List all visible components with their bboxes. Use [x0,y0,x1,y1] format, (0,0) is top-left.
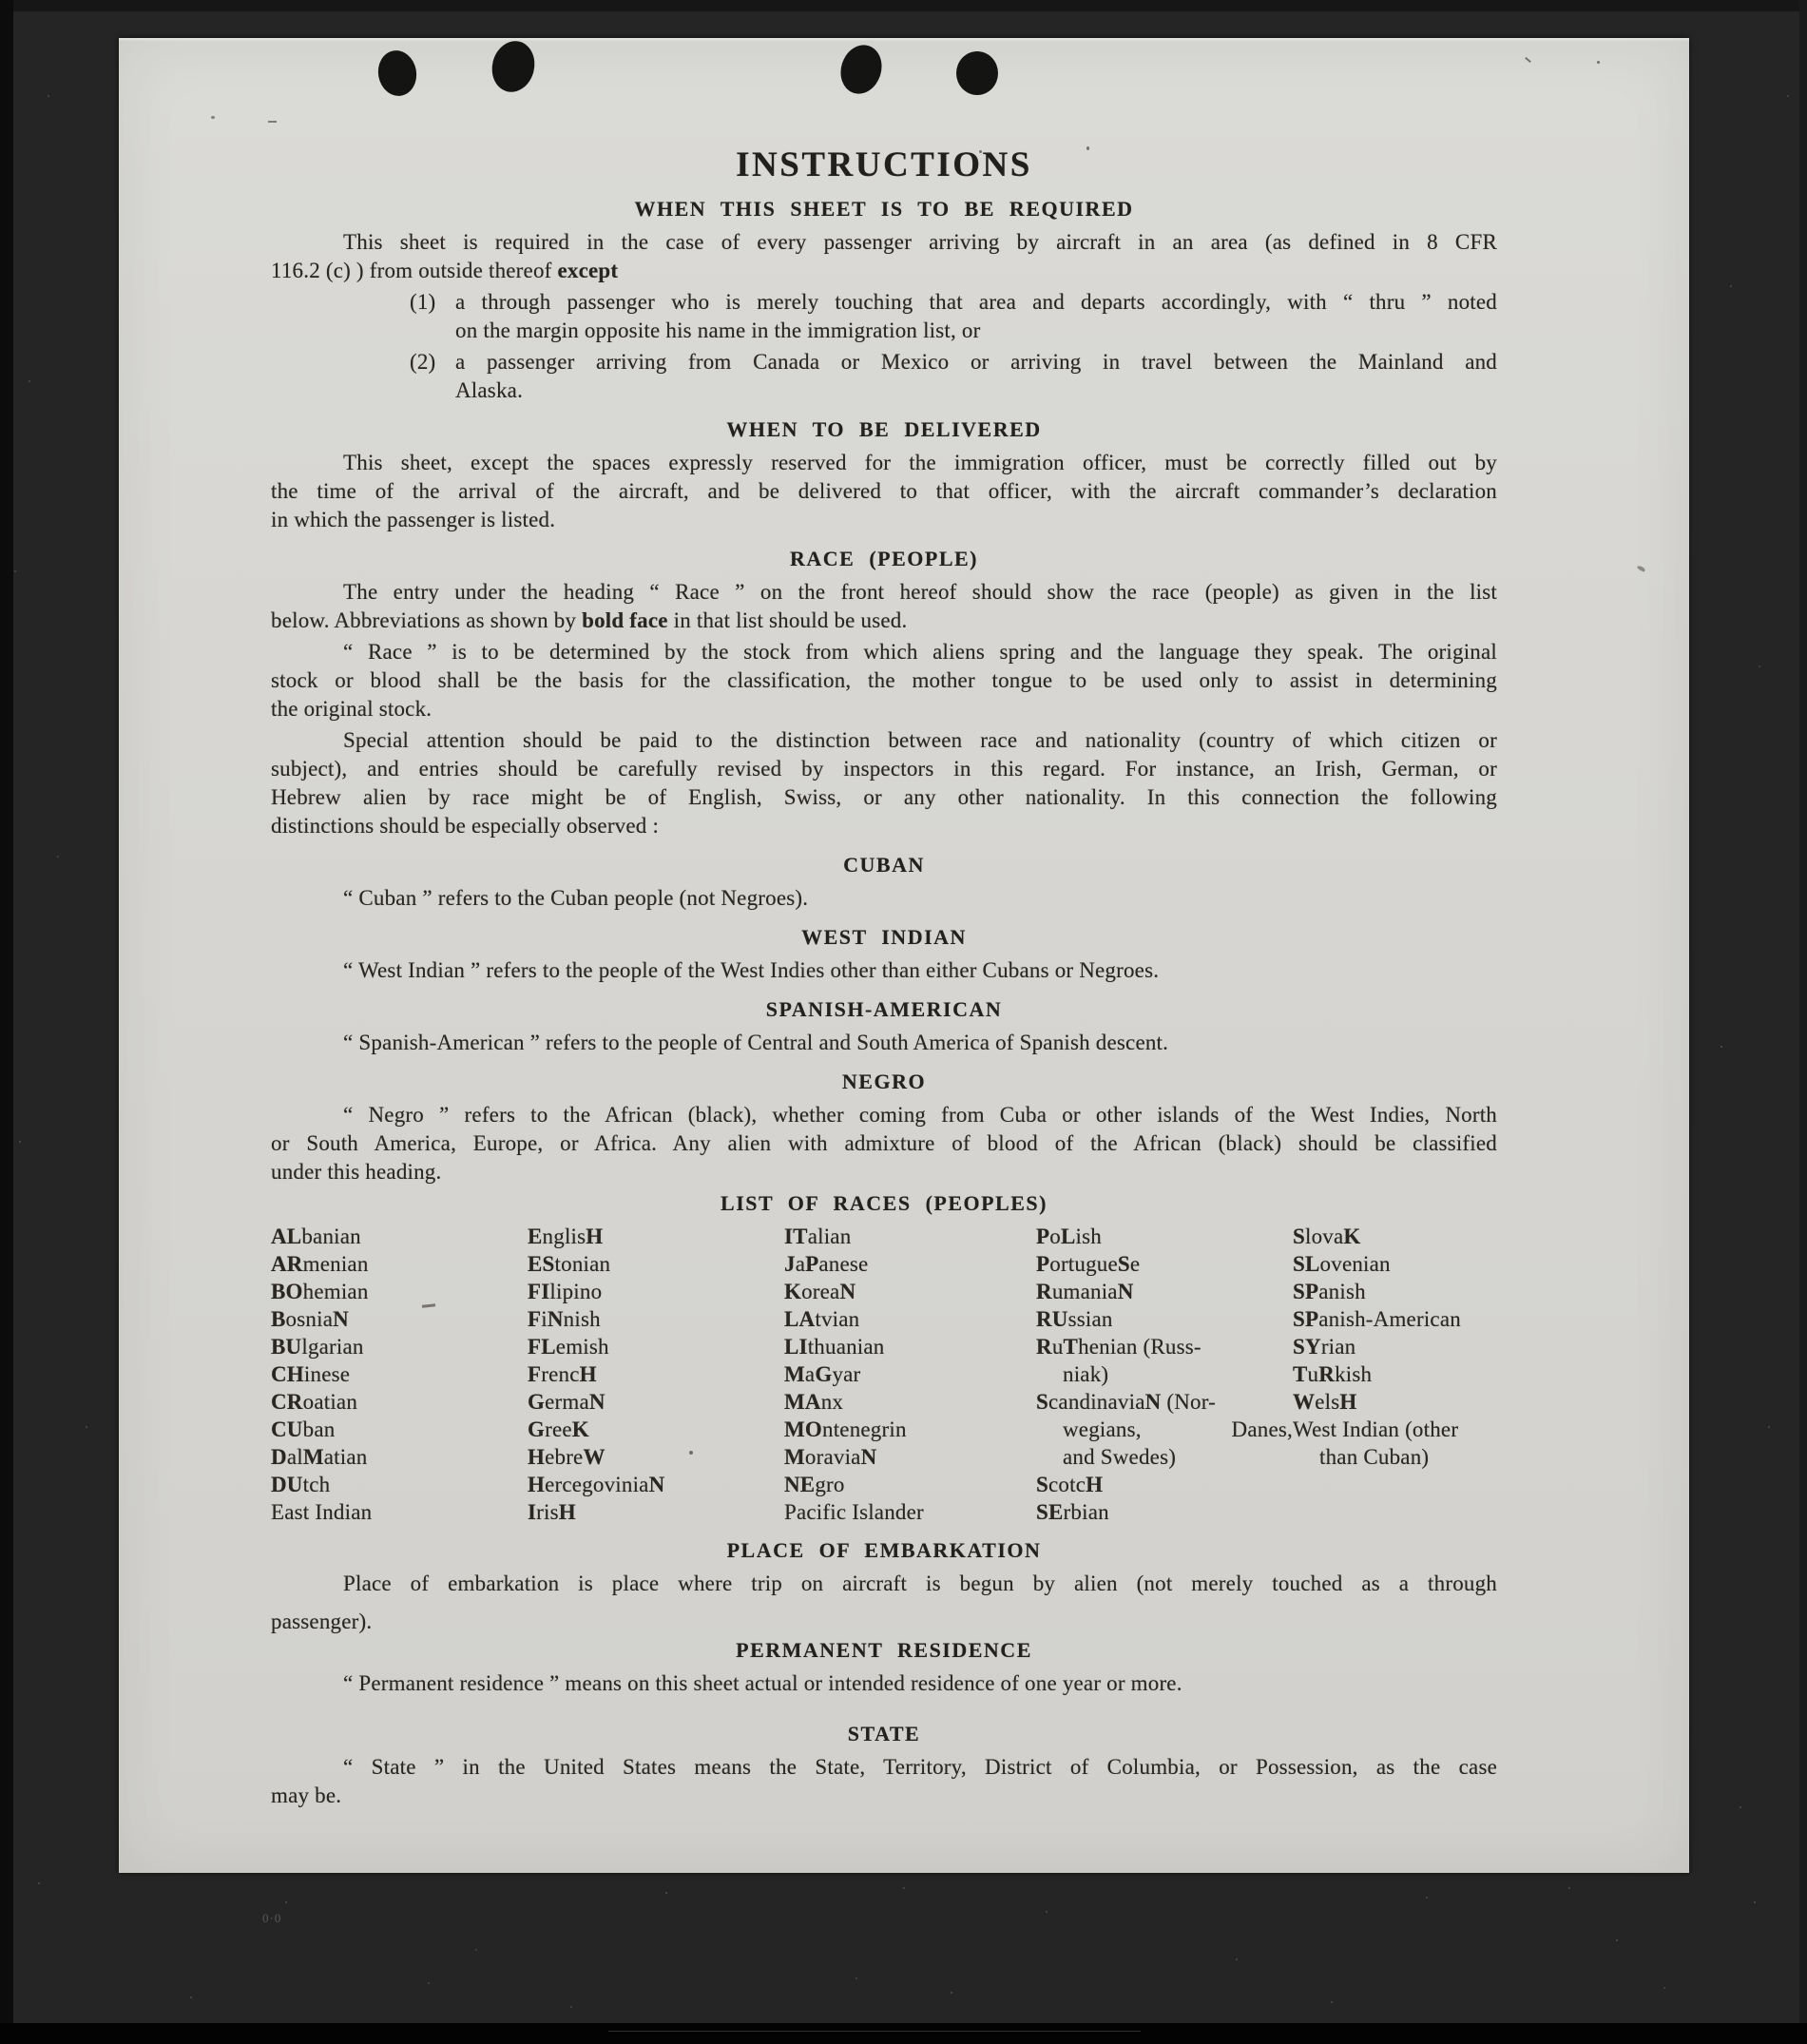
race-item [1036,1305,1293,1333]
text-line: GreeK [528,1417,589,1441]
race-item [271,1498,528,1526]
text-line: DUtch [271,1473,331,1496]
text-line: SLovenian [1293,1252,1391,1276]
scan-edge-right [1799,0,1807,2044]
text-line: SPanish [1293,1280,1366,1303]
race-column [1293,1223,1497,1526]
section-heading-race-people: RACE (PEOPLE) [790,547,978,570]
race-item [1293,1278,1497,1305]
text-line: the original stock. [271,697,433,721]
race-item [271,1223,528,1250]
punch-hole [375,48,420,99]
text-line: 116.2 (c) ) from outside thereof except [271,259,619,282]
race-item [1036,1498,1293,1526]
text-line: ScandinaviaN (Nor- [1036,1390,1217,1414]
race-item [1293,1250,1497,1278]
section-heading-cuban: CUBAN [843,853,925,877]
list-item-number: (1) [410,290,436,314]
text-line: DalMatian [271,1445,368,1469]
text-line: in which the passenger is listed. [271,508,556,531]
text-line: under this heading. [271,1160,442,1184]
text-line: CUban [271,1417,336,1441]
race-item [784,1388,1036,1416]
list-item-text [455,288,1497,345]
text-line: “ Cuban ” refers to the Cuban people (not Negroes). [343,886,809,910]
text-line: GermaN [528,1390,606,1414]
section-heading-spanish-american: SPANISH-AMERICAN [765,997,1003,1021]
race-item [1036,1223,1293,1250]
text-line: “ Permanent residence ” means on this sheet actual or intended residence of one year or more. [343,1671,1182,1695]
paragraph [271,449,1497,534]
text-line: below. Abbreviations as shown by bold face in that list should be used. [271,608,908,632]
document-content [271,145,1497,1810]
section-heading-permanent-residence: PERMANENT RESIDENCE [736,1638,1032,1662]
text-line: HercegoviniaN [528,1473,665,1496]
race-item [528,1416,784,1443]
race-item [1293,1416,1497,1471]
scan-speck [211,116,215,119]
section-heading-state: STATE [847,1722,921,1745]
punch-hole [835,40,888,99]
race-item [271,1360,528,1388]
paragraph [271,228,1497,285]
text-line: than Cuban) [1319,1445,1430,1469]
list-item [410,288,1497,345]
paragraph [271,1669,1497,1698]
race-item [528,1360,784,1388]
text-line: Special attention should be paid to the distinction between race and nationality (country of which citizen or [343,728,1497,752]
list-item-number: (2) [410,350,436,374]
scan-speck [1637,565,1646,571]
race-item [528,1278,784,1305]
text-line: KoreaN [784,1280,856,1303]
list-item [410,348,1497,405]
text-line: MOntenegrin [784,1417,907,1441]
text-line: on the margin opposite his name in the immigration list, or [455,318,981,342]
text-line: passenger). [271,1610,373,1633]
race-item [1293,1360,1497,1388]
text-line: ALbanian [271,1224,361,1248]
text-line: “ Spanish-American ” refers to the people of Central and South America of Spanish descent. [343,1031,1169,1054]
paragraph [271,1753,1497,1810]
race-column [1036,1223,1293,1526]
text-line: SErbian [1036,1500,1109,1524]
text-line: JaPanese [784,1252,869,1276]
race-item [1036,1278,1293,1305]
race-item [1293,1333,1497,1360]
text-line: PortugueSe [1036,1252,1141,1276]
race-item [784,1250,1036,1278]
paragraph [271,726,1497,840]
scan-edge-top [0,0,1807,11]
race-item [528,1388,784,1416]
paragraph [271,956,1497,985]
race-item [528,1498,784,1526]
text-line: niak) [1063,1362,1109,1386]
section-heading-list-of-races-peoples: LIST OF RACES (PEOPLES) [721,1191,1048,1215]
race-item [1036,1388,1293,1471]
text-line: stock or blood shall be the basis for the classification, the mother tongue to be used only to assist in determining [271,668,1497,692]
text-line: SPanish-American [1293,1307,1461,1331]
race-item [784,1223,1036,1250]
text-line: MAnx [784,1390,844,1414]
section-heading-negro: NEGRO [841,1070,927,1093]
text-line: “ State ” in the United States means the State, Territory, District of Columbia, or Possession, as the case [343,1755,1497,1779]
text-line: West Indian (other [1293,1417,1459,1441]
text-line: “ Negro ” refers to the African (black), whether coming from Cuba or other islands of the West Indies, North [343,1103,1497,1127]
punch-hole [487,36,540,96]
scan-speck [1597,61,1600,64]
text-line: ITalian [784,1224,852,1248]
race-item [1293,1305,1497,1333]
text-line: may be. [271,1784,342,1807]
race-item [271,1471,528,1498]
section-heading-when-this-sheet-is-to-be-required: WHEN THIS SHEET IS TO BE REQUIRED [634,197,1134,221]
text-line: FLemish [528,1335,609,1359]
text-line: The entry under the heading “ Race ” on the front hereof should show the race (people) as given in the list [343,580,1497,604]
race-item [271,1416,528,1443]
text-line: and Swedes) [1063,1445,1177,1469]
section-heading-place-of-embarkation: PLACE OF EMBARKATION [726,1538,1042,1562]
section-heading-west-indian: WEST INDIAN [801,925,967,949]
sections [271,198,1497,1810]
text-line: BOhemian [271,1280,369,1303]
text-line: “ Race ” is to be determined by the stock from which aliens spring and the language they speak. The original [343,640,1497,664]
race-item [271,1250,528,1278]
text-line: SYrian [1293,1335,1356,1359]
text-line: a passenger arriving from Canada or Mexico or arriving in travel between the Mainland and [455,350,1497,374]
text-line: subject), and entries should be carefully revised by inspectors in this regard. For instance, an Irish, German, or [271,757,1497,781]
text-line: FrencH [528,1362,597,1386]
race-column [784,1223,1036,1526]
document-page [119,38,1689,1873]
race-item [528,1250,784,1278]
text-line: or South America, Europe, or Africa. Any alien with admixture of blood of the African (black) should be classified [271,1131,1497,1155]
paragraph [271,578,1497,635]
text-line: CHinese [271,1362,351,1386]
text-line: distinctions should be especially observed : [271,814,660,838]
text-line: Place of embarkation is place where trip on aircraft is begun by alien (not merely touched as a through [343,1572,1497,1595]
text-line: MoraviaN [784,1445,877,1469]
race-item [271,1443,528,1471]
race-item [528,1333,784,1360]
paragraph [271,1101,1497,1186]
scan-artifact: 0·0 [262,1911,282,1925]
text-line: IrisH [528,1500,576,1524]
text-line: BosniaN [271,1307,349,1331]
race-item [784,1443,1036,1471]
section-heading-when-to-be-delivered: WHEN TO BE DELIVERED [726,417,1042,441]
list-item-text [455,348,1497,405]
scan-scratch [608,2031,1141,2032]
text-line: Hebrew alien by race might be of English, Swiss, or any other nationality. In this connection the following [271,785,1497,809]
race-item [528,1223,784,1250]
text-line: RuThenian (Russ- [1036,1335,1201,1359]
text-line: “ West Indian ” refers to the people of the West Indies other than either Cubans or Negroes. [343,958,1160,982]
race-item [528,1305,784,1333]
text-line: LAtvian [784,1307,860,1331]
text-line: LIthuanian [784,1335,885,1359]
paragraph [271,638,1497,723]
race-item [784,1333,1036,1360]
race-item [784,1360,1036,1388]
text-line: CRoatian [271,1390,358,1414]
paragraph [271,1570,1497,1636]
race-item [528,1471,784,1498]
scan-speck [1525,57,1531,63]
race-item [271,1278,528,1305]
text-line: This sheet, except the spaces expressly reserved for the immigration officer, must be correctly filled out by [343,451,1497,474]
race-item [784,1416,1036,1443]
punch-hole [956,51,998,95]
paragraph [271,1029,1497,1057]
text-line: wegians, Danes, [1063,1417,1293,1441]
text-line: ARmenian [271,1252,369,1276]
text-line: RumaniaN [1036,1280,1134,1303]
text-line: TuRkish [1293,1362,1373,1386]
text-line: the time of the arrival of the aircraft, and be delivered to that officer, with the aircraft commander’s declaration [271,479,1497,503]
race-item [271,1333,528,1360]
race-item [784,1305,1036,1333]
race-item [271,1388,528,1416]
race-item [784,1471,1036,1498]
race-column [271,1223,528,1526]
text-line: HebreW [528,1445,606,1469]
scan-speck [268,121,277,123]
text-line: ScotcH [1036,1473,1104,1496]
race-item [528,1443,784,1471]
doc-title: INSTRUCTIONS [736,145,1032,184]
text-line: WelsH [1293,1390,1357,1414]
text-line: SlovaK [1293,1224,1361,1248]
text-line: FIlipino [528,1280,603,1303]
race-item [1293,1388,1497,1416]
text-line: East Indian [271,1500,373,1524]
scan-edge-left [0,0,13,2044]
race-list [271,1223,1497,1526]
race-item [1036,1250,1293,1278]
race-item [1036,1333,1293,1388]
text-line: Pacific Islander [784,1500,924,1524]
scan-edge-bottom [0,2023,1807,2044]
race-item [1036,1471,1293,1498]
text-line: MaGyar [784,1362,861,1386]
text-line: This sheet is required in the case of every passenger arriving by aircraft in an area (as defined in 8 CFR [343,230,1497,254]
text-line: PoLish [1036,1224,1102,1248]
text-line: Alaska. [455,378,524,402]
text-line: EnglisH [528,1224,604,1248]
race-item [271,1305,528,1333]
race-item [1293,1223,1497,1250]
text-line: BUlgarian [271,1335,364,1359]
text-line: FiNnish [528,1307,601,1331]
text-line: a through passenger who is merely touching that area and departs accordingly, with “ thru ” noted [455,290,1497,314]
text-line: RUssian [1036,1307,1113,1331]
text-line: EStonian [528,1252,611,1276]
race-item [784,1278,1036,1305]
text-line: NEgro [784,1473,845,1496]
race-item [784,1498,1036,1526]
paragraph [271,884,1497,913]
race-column [528,1223,784,1526]
